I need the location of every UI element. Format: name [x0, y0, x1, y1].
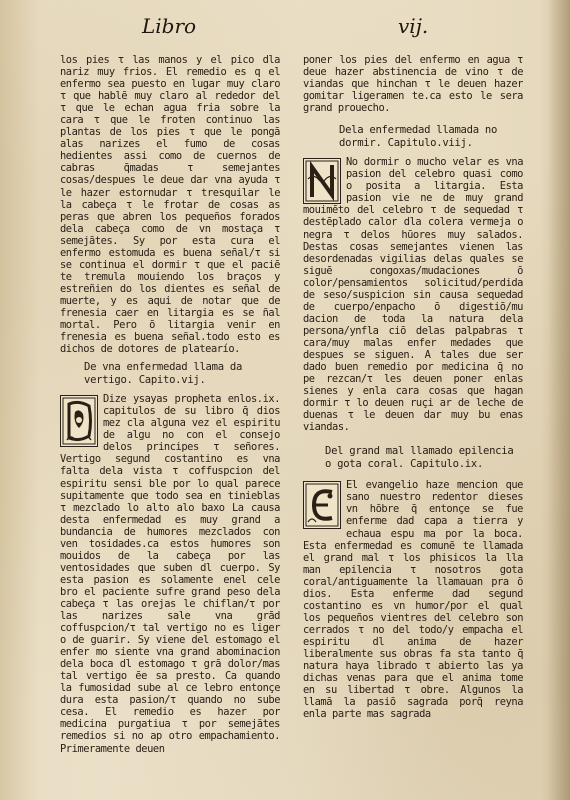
floral-ornament-icon [304, 482, 340, 528]
right-paragraph-3-block [303, 479, 523, 720]
decorated-initial-n [303, 158, 341, 204]
left-column [60, 54, 280, 755]
decorated-initial-d [60, 395, 98, 447]
left-paragraph-2-block [60, 393, 280, 754]
chapter-8-heading: Dela enfermedad llamada no dormir. Capitulo.viij. [339, 124, 498, 150]
running-title: Libro [142, 14, 197, 38]
left-paragraph-1: los pies τ las manos y el pico dla nariz muy frios. El remedio es q el enfermo sea puesto en lugar muy claro τ que hablē muy claro al rededor del τ que le echan agua fria sobre la cara τ que le froten continuo las plantas de los pies τ que le pongā alas narizes el fumo de cosas hedientes assi como de cuernos de cabras q̄madas τ semejantes cosas/despues le deue dar vna ayuda τ le hazer estornudar τ tresquilar le la cabeça τ le frotar de cosas as peras que abren los pequeños forados dela cabeça como de vn mostaça τ semejātes. Sy por esta cura el enfermo estomuda es buena señal/τ si se continua el dormir τ que el paciē te tremula mouiendo los braços y estreñien do los dientes es señal de muerte, y es aqui de notar que de frenesia caer en litargia es se ñal mortal. Pero ō litargia venir en frenesia es buena señal.todo esto es dichos de dotores de platearío. [60, 54, 280, 356]
floral-ornament-icon [61, 396, 97, 446]
right-column [303, 54, 523, 720]
right-paragraph-2-block [303, 156, 523, 433]
running-header [0, 14, 570, 44]
chapter-7-heading: De vna enfermedad llama da vertigo. Capito.vij. [84, 361, 243, 387]
right-paragraph-2: No dormir o mucho velar es vna pasion del celebro quasi como o posita a litargia. Esta pasion vie ne de muy grand mouimēto del celebro τ de sequedad τ destēplado calor dla colera vermeja o negra τ delos hūores muy salados. Destas cosas semejantes vienen las desordenadas vigilias delas quales se siguē congoxas/mudaciones ō color/pensamientos solicitud/perdida de seso/suspicion sin causa sequedad de cuerpo/enpacho ō digestiō/mu dacion de toda la natura dela persona/ynfla ciō delas palpabras τ cara/muy malas enfer medades que despues se siguen. A tales due ser dado buen remedio por medicina q̄ no pe rezcan/τ les deuen poner enlas sienes y enla cara cosas que hagan dormir τ lo deuen ruçi ar de leche de duenas τ le deuen dar muy bu enas viandas. [303, 156, 523, 434]
right-paragraph-3: El evangelio haze mencion que sano nuestro redentor dieses vn hōbre q̄ entonçe se fue enferme dad capa a tierra y echaua espu ma por la boca. Esta enfermedad es comunē te llamada el grand mal τ los phisicos la lla man epilencia τ nosotros gota coral/antiguamente la llamauan pra ō dios. Esta enferme dad segund costantino es vn humor/por el qual los pequeños vientres del celebro son cerrados τ no del todo/y empacha el espiritu dl anima de hazer liberalmente sus obras fa sta tanto q̄ natura haya librado τ abierto las ya dichas venas para que el anima tome en su libertad τ obre. Algunos la llamā la pasiō sagrada porq̄ reyna enla parte mas sagrada [303, 479, 523, 721]
floral-ornament-icon [304, 159, 340, 203]
right-paragraph-1: poner los pies del enfermo en agua τ deue hazer abstinencia de vino τ de viandas que hinchan τ le deuen hazer gomitar ligeramen te.ca esto le sera grand prouecho. [303, 54, 523, 115]
folio-number: vij. [398, 14, 429, 38]
left-paragraph-2: Dize ysayas propheta enlos.ix. capitulos de su libro q̄ dios mez cla alguna vez el espiritu de algu no con el consejo delos principes τ señores. Vertigo segund costantino es vna falta dela vista τ coffuspcion del espiritu sensi ble por lo qual parece supitamente que todo sea en tinieblas τ mezclado lo alto alo baxo La causa desta enfermedad es muy grand a bundancia de humores mezclados con ven tosidades.ca estos humores son mouidos de la cabeça por las ventosidades que suben dl cuerpo. Sy esta pasion es solamente enel cele bro el paciente sufre grand peso dela cabeça τ las orejas le chiflan/τ por las narizes sale vna grād coffuspcion/τ tal vertigo no es liger o de guarir. Sy viene del estomago el enfer mo siente vna grand abominacion dela boca dl estomago τ grā dolor/mas tal vertigo ēe sa presto. Ca quando la fumosidad sube al ce lebro entonçe dura esta pasion/τ quando no sube cesa. El remedio es hazer por medicina purgatiua τ por semejātes remedios si no ap otro empachamiento. Primeramente deuen [60, 393, 280, 755]
decorated-initial-e [303, 481, 341, 529]
page-edge-shadow [548, 0, 570, 800]
chapter-9-heading: Del grand mal llamado epilencia o gota coral. Capitulo.ix. [325, 445, 514, 471]
